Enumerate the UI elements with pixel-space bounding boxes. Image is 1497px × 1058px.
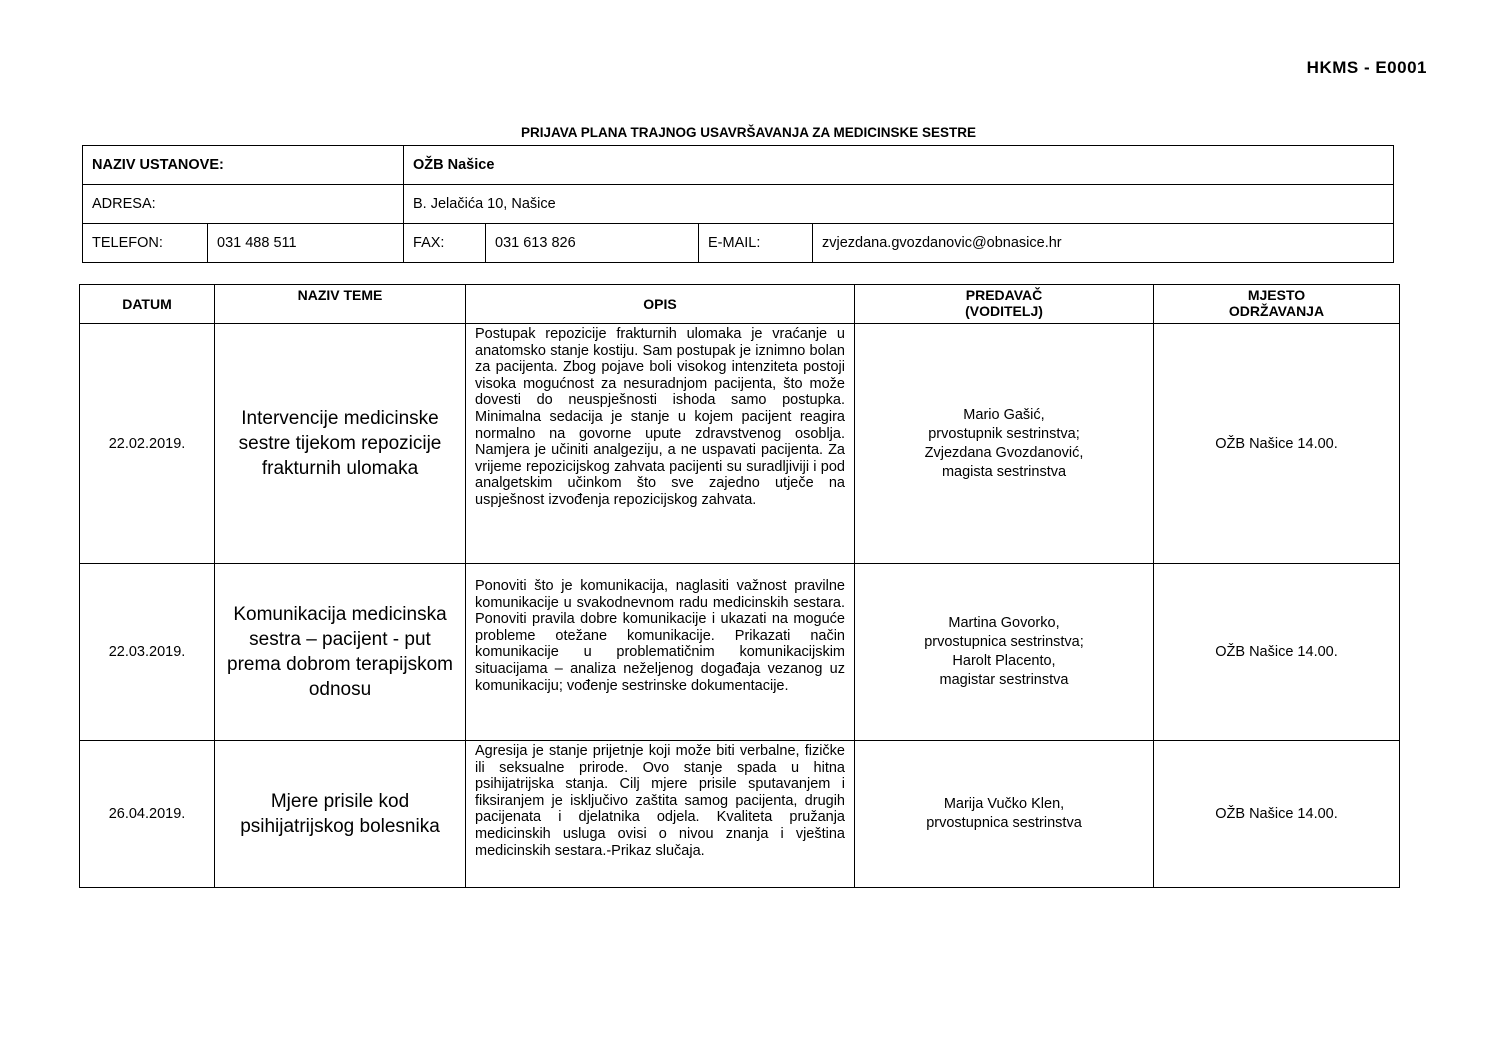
- header-place: [1154, 285, 1400, 324]
- lecturer-line: magistar sestrinstva: [939, 672, 1069, 688]
- header-place-line2: ODRŽAVANJA: [1228, 303, 1325, 319]
- header-description: OPIS: [466, 285, 855, 324]
- education-plan-table: [79, 284, 1400, 888]
- row-description: Agresija je stanje prijetnje koji može biti verbalne, fizičke ili seksualne prirode. Ovo stanje spada u hitna psihijatrijska stanja. Cilj mjere prisile sputavanjem i fiksiranjem je isključivo zaštita samog pacijenta, drugih pacijenata i djelatnika odjela. Kvaliteta pružanja medicinskih usluga ovisi o nivou znanja i vještina medicinskih sestara.-Prikaz slučaja.: [466, 741, 855, 888]
- row-topic: Mjere prisile kod psihijatrijskog bolesnika: [215, 741, 466, 888]
- institution-address-row: [83, 185, 1394, 224]
- table-row: [80, 741, 1400, 888]
- header-place-line1: MJESTO: [1247, 287, 1306, 303]
- plan-header-row: [80, 285, 1400, 324]
- header-lecturer: [855, 285, 1154, 324]
- document-code: HKMS - E0001: [1306, 58, 1427, 77]
- address-label: ADRESA:: [83, 185, 404, 224]
- lecturer-line: prvostupnica sestrinstva: [926, 815, 1082, 831]
- institution-name-row: [83, 146, 1394, 185]
- row-place: OŽB Našice 14.00.: [1154, 564, 1400, 741]
- row-place: OŽB Našice 14.00.: [1154, 741, 1400, 888]
- row-lecturer: [855, 564, 1154, 741]
- row-description: Ponoviti što je komunikacija, naglasiti važnost pravilne komunikacije u svakodnevnom radu medicinskih sestara. Ponoviti pravila dobre komunikacije i ukazati na moguće probleme otežane komunikacije. Prikazati način komunikacije u problematičnim komunikacijskim situacijama – analiza neželjenog događaja vezanog uz komunikaciju; vođenje sestrinske dokumentacije.: [466, 564, 855, 741]
- lecturer-line: prvostupnik sestrinstva;: [928, 425, 1080, 442]
- institution-table: [82, 145, 1394, 263]
- fax-value: 031 613 826: [486, 224, 699, 263]
- row-topic: Intervencije medicinske sestre tijekom repozicije frakturnih ulomaka: [215, 324, 466, 564]
- row-date: 22.02.2019.: [80, 324, 215, 564]
- lecturer-line: Marija Vučko Klen,: [943, 796, 1065, 812]
- phone-label: TELEFON:: [83, 224, 208, 263]
- institution-contact-row: [83, 224, 1394, 263]
- row-topic: Komunikacija medicinska sestra – pacijent - put prema dobrom terapijskom odnosu: [215, 564, 466, 741]
- row-lecturer: [855, 324, 1154, 564]
- row-description: Postupak repozicije frakturnih ulomaka je vraćanje u anatomsko stanje kostiju. Sam postupak je iznimno bolan za pacijenta. Zbog pojave boli visokog intenziteta postoji visoka mogućnost za nesuradnjom pacijenta, što može dovesti do neuspješnosti ishoda samo postupka. Minimalna sedacija je stanje u kojem pacijent reagira normalno na govorne upute zdravstvenog osoblja. Namjera je učiniti analgeziju, a ne uspavati pacijenta. Za vrijeme repozicijskog zahvata pacijenti su suradljiviji i pod analgetskim učinkom što sve zajedno utječe na uspješnost izvođenja repozicijskog zahvata.: [466, 324, 855, 564]
- document-title: PRIJAVA PLANA TRAJNOG USAVRŠAVANJA ZA MEDICINSKE SESTRE: [520, 125, 977, 140]
- lecturer-line: Harolt Placento,: [952, 653, 1056, 669]
- header-topic: NAZIV TEME: [215, 285, 466, 324]
- lecturer-line: magista sestrinstva: [941, 463, 1067, 480]
- row-lecturer: [855, 741, 1154, 888]
- institution-name-value: OŽB Našice: [404, 146, 1394, 185]
- lecturer-line: Mario Gašić,: [963, 406, 1045, 423]
- row-date: 26.04.2019.: [80, 741, 215, 888]
- address-value: B. Jelačića 10, Našice: [404, 185, 1394, 224]
- header-date: DATUM: [80, 285, 215, 324]
- lecturer-line: prvostupnica sestrinstva;: [924, 634, 1084, 650]
- row-place: OŽB Našice 14.00.: [1154, 324, 1400, 564]
- phone-value: 031 488 511: [208, 224, 404, 263]
- row-date: 22.03.2019.: [80, 564, 215, 741]
- table-row: [80, 564, 1400, 741]
- header-lecturer-line2: (VODITELJ): [965, 303, 1043, 319]
- lecturer-line: Martina Govorko,: [948, 615, 1060, 631]
- fax-label: FAX:: [404, 224, 486, 263]
- lecturer-line: Zvjezdana Gvozdanović,: [924, 444, 1084, 461]
- email-label: E-MAIL:: [699, 224, 813, 263]
- institution-name-label: NAZIV USTANOVE:: [83, 146, 404, 185]
- table-row: [80, 324, 1400, 564]
- header-lecturer-line1: PREDAVAČ: [965, 287, 1043, 303]
- email-value: zvjezdana.gvozdanovic@obnasice.hr: [813, 224, 1394, 263]
